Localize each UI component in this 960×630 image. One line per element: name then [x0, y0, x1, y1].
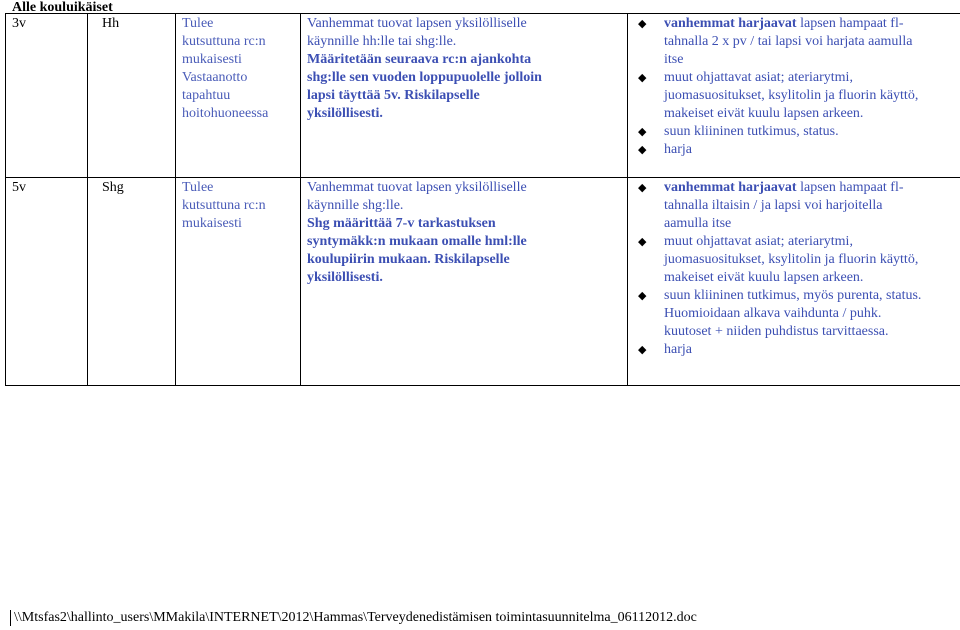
- visit-line: hoitohuoneessa: [182, 106, 269, 121]
- desc-line: koulupiirin mukaan. Riskilapselle: [307, 252, 510, 267]
- visit-line: Vastaanotto: [182, 70, 248, 85]
- list-item: [664, 287, 954, 341]
- visit-cell: [176, 178, 301, 386]
- file-path-footer: \\Mtsfas2\hallinto_users\MMakila\INTERNET\2012\Hammas\Terveydenedistämisen toimintasuunnitelma_06112012.doc: [10, 610, 697, 626]
- visit-line: tapahtuu: [182, 88, 231, 103]
- desc-line: Vanhemmat tuovat lapsen yksilölliselle: [307, 16, 527, 31]
- list-item: [664, 69, 954, 123]
- bullet-line: juomasuositukset, ksylitolin ja fluorin käyttö,: [664, 252, 919, 267]
- code-cell: Hh: [88, 14, 176, 178]
- age-cell: 3v: [6, 14, 88, 178]
- desc-line: Shg määrittää 7-v tarkastuksen: [307, 216, 496, 231]
- desc-line: Määritetään seuraava rc:n ajankohta: [307, 52, 532, 67]
- section-title: Alle kouluikäiset: [12, 0, 113, 15]
- bullet-line: ◆ vanhemmat harjaavat lapsen hampaat fl-: [664, 180, 904, 195]
- visit-line: Tulee: [182, 180, 214, 195]
- bullet-line: juomasuositukset, ksylitolin ja fluorin käyttö,: [664, 88, 919, 103]
- list-item: [664, 123, 954, 141]
- list-item: [664, 341, 954, 359]
- bullet-line: kuutoset + niiden puhdistus tarvittaessa.: [664, 324, 889, 339]
- desc-line: syntymäkk:n mukaan omalle hml:lle: [307, 234, 527, 249]
- desc-line: lapsi täyttää 5v. Riskilapselle: [307, 88, 480, 103]
- bullet-line: ◆ muut ohjattavat asiat; ateriarytmi,: [664, 70, 853, 85]
- list-item: [664, 141, 954, 159]
- bullet-line: ◆ suun kliininen tutkimus, myös purenta, status.: [664, 288, 922, 303]
- list-item: [664, 233, 954, 287]
- desc-line: yksilöllisesti.: [307, 270, 383, 285]
- care-table: [5, 13, 960, 386]
- desc-line: Vanhemmat tuovat lapsen yksilölliselle: [307, 180, 527, 195]
- bullet-line: makeiset eivät kuulu lapsen arkeen.: [664, 106, 864, 121]
- visit-line: Tulee: [182, 16, 214, 31]
- desc-line: käynnille hh:lle tai shg:lle.: [307, 34, 457, 49]
- bullet-line: Huomioidaan alkava vaihdunta / puhk.: [664, 306, 882, 321]
- visit-line: mukaisesti: [182, 52, 242, 67]
- bold-phrase: vanhemmat harjaavat: [664, 180, 797, 195]
- desc-line: shg:lle sen vuoden loppupuolelle jolloin: [307, 70, 542, 85]
- bullet-line: ◆ vanhemmat harjaavat lapsen hampaat fl-: [664, 16, 904, 31]
- age-cell: 5v: [6, 178, 88, 386]
- bullet-line: ◆ harja: [664, 142, 692, 157]
- list-item: [664, 15, 954, 69]
- bold-phrase: vanhemmat harjaavat: [664, 16, 797, 31]
- table-row: [6, 14, 960, 178]
- visit-line: mukaisesti: [182, 216, 242, 231]
- guidance-list: [634, 179, 954, 359]
- guidance-list: [634, 15, 954, 159]
- visit-line: kutsuttuna rc:n: [182, 198, 266, 213]
- bullet-line: aamulla itse: [664, 216, 732, 231]
- bullet-line: tahnalla iltaisin / ja lapsi voi harjoitella: [664, 198, 883, 213]
- description-cell: [301, 14, 628, 178]
- bullet-line: itse: [664, 52, 684, 67]
- bullet-line: tahnalla 2 x pv / tai lapsi voi harjata aamulla: [664, 34, 913, 49]
- guidance-cell: [628, 14, 960, 178]
- visit-line: kutsuttuna rc:n: [182, 34, 266, 49]
- table-row: [6, 178, 960, 386]
- description-cell: [301, 178, 628, 386]
- desc-line: käynnille shg:lle.: [307, 198, 404, 213]
- bullet-line: ◆ suun kliininen tutkimus, status.: [664, 124, 839, 139]
- list-item: [664, 179, 954, 233]
- bullet-line: makeiset eivät kuulu lapsen arkeen.: [664, 270, 864, 285]
- bullet-line: ◆ harja: [664, 342, 692, 357]
- bullet-line: ◆ muut ohjattavat asiat; ateriarytmi,: [664, 234, 853, 249]
- visit-cell: [176, 14, 301, 178]
- code-cell: Shg: [88, 178, 176, 386]
- guidance-cell: [628, 178, 960, 386]
- desc-line: yksilöllisesti.: [307, 106, 383, 121]
